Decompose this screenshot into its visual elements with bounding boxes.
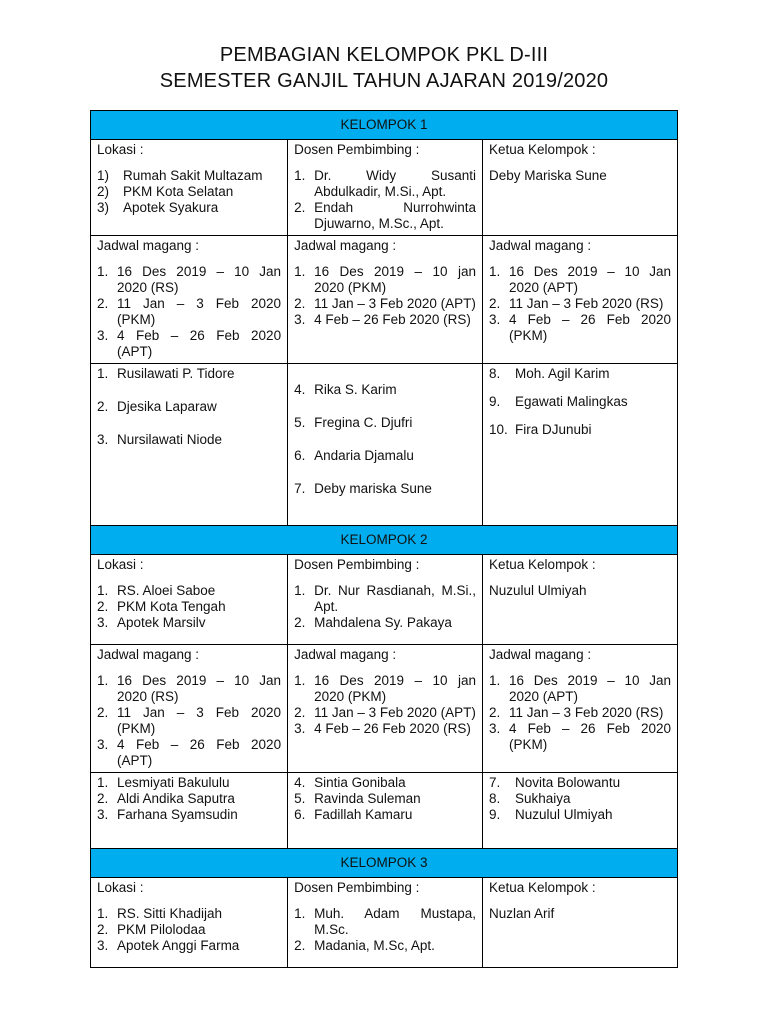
item-number: 2.: [97, 599, 109, 614]
member-list: [97, 775, 281, 823]
group-name: KELOMPOK 3: [91, 849, 678, 878]
ketua-label: Ketua Kelompok :: [489, 557, 596, 572]
item-number: 3.: [97, 432, 109, 447]
item-text: 4 Feb – 26 Feb 2020 (PKM): [509, 312, 671, 343]
lokasi-item: [97, 184, 281, 200]
member-list: [97, 366, 281, 448]
jadwal-item: [489, 721, 671, 753]
item-number: 1.: [97, 264, 109, 279]
item-text: 4 Feb – 26 Feb 2020 (RS): [314, 312, 471, 327]
item-text: Fregina C. Djufri: [314, 415, 413, 430]
dosen-item: [294, 906, 476, 938]
lokasi-list: [97, 583, 281, 631]
members-cell: [91, 773, 288, 849]
lokasi-item: [97, 922, 281, 938]
group-header-row: [91, 111, 678, 140]
item-text: 11 Jan – 3 Feb 2020 (RS): [509, 296, 664, 311]
item-number: 1.: [489, 264, 501, 279]
item-number: 3.: [97, 737, 109, 752]
member-item: [294, 791, 476, 807]
jadwal-item: [294, 296, 476, 312]
jadwal-item: [294, 721, 476, 737]
item-number: 2.: [97, 922, 109, 937]
jadwal-cell: [288, 645, 483, 773]
members-cell: [483, 364, 678, 526]
item-text: Deby mariska Sune: [314, 481, 432, 496]
item-text: Fadillah Kamaru: [314, 807, 413, 822]
group-name: KELOMPOK 2: [91, 526, 678, 555]
item-text: 16 Des 2019 – 10 jan 2020 (PKM): [314, 264, 477, 295]
member-item: [489, 775, 671, 791]
item-number: 3.: [489, 721, 501, 736]
item-number: 1.: [97, 775, 109, 790]
ketua-name: Deby Mariska Sune: [489, 168, 607, 183]
item-text: 11 Jan – 3 Feb 2020 (PKM): [117, 705, 282, 736]
ketua-label: Ketua Kelompok :: [489, 880, 596, 895]
jadwal-list: [489, 264, 671, 344]
member-item: [489, 791, 671, 807]
jadwal-item: [294, 264, 476, 296]
member-item: [294, 807, 476, 823]
item-text: Apotek Syakura: [123, 200, 219, 215]
jadwal-label: Jadwal magang :: [97, 647, 200, 662]
item-text: Egawati Malingkas: [515, 394, 628, 409]
member-item: [97, 807, 281, 823]
item-number: 5.: [294, 415, 306, 430]
member-list: [489, 366, 671, 438]
members-cell: [288, 773, 483, 849]
ketua-label: Ketua Kelompok :: [489, 142, 596, 157]
dosen-list: [294, 906, 476, 954]
item-number: 1): [97, 168, 110, 183]
group-name: KELOMPOK 1: [91, 111, 678, 140]
item-text: Apotek Marsilv: [117, 615, 206, 630]
item-number: 9.: [489, 807, 501, 822]
ketua-cell: [483, 555, 678, 645]
jadwal-item: [97, 328, 281, 360]
item-number: 1.: [294, 906, 306, 921]
item-number: 1.: [294, 673, 306, 688]
item-number: 2.: [489, 296, 501, 311]
member-item: [97, 366, 281, 382]
item-text: 4 Feb – 26 Feb 2020 (PKM): [509, 721, 671, 752]
members-cell: [483, 773, 678, 849]
item-number: 3): [97, 200, 110, 215]
dosen-label: Dosen Pembimbing :: [294, 880, 420, 895]
group-header-row: [91, 526, 678, 555]
ketua-cell: [483, 878, 678, 968]
ketua-cell: [483, 140, 678, 236]
item-number: 7.: [489, 775, 501, 790]
lokasi-cell: [91, 140, 288, 236]
item-text: Mahdalena Sy. Pakaya: [314, 615, 452, 630]
lokasi-cell: [91, 555, 288, 645]
member-item: [294, 481, 476, 497]
item-text: Dr. Widy Susanti Abdulkadir, M.Si., Apt.: [314, 168, 477, 199]
item-number: 3.: [97, 615, 109, 630]
jadwal-list: [97, 264, 281, 360]
item-number: 2.: [97, 705, 109, 720]
item-text: Rumah Sakit Multazam: [123, 168, 263, 183]
item-number: 3.: [489, 312, 501, 327]
item-text: Dr. Nur Rasdianah, M.Si., Apt.: [314, 583, 477, 614]
member-item: [294, 382, 476, 398]
item-text: Rusilawati P. Tidore: [117, 366, 235, 381]
item-text: 11 Jan – 3 Feb 2020 (APT): [314, 296, 476, 311]
item-number: 2.: [294, 615, 306, 630]
item-number: 2.: [294, 296, 306, 311]
dosen-item: [294, 200, 476, 232]
page-subtitle: SEMESTER GANJIL TAHUN AJARAN 2019/2020: [159, 70, 609, 92]
jadwal-row: [91, 236, 678, 364]
item-text: 16 Des 2019 – 10 Jan 2020 (APT): [509, 264, 671, 295]
item-number: 3.: [97, 807, 109, 822]
jadwal-item: [97, 673, 281, 705]
item-text: Endah Nurrohwinta Djuwarno, M.Sc., Apt.: [314, 200, 477, 231]
jadwal-cell: [91, 645, 288, 773]
dosen-cell: [288, 878, 483, 968]
jadwal-item: [489, 312, 671, 344]
item-number: 1.: [97, 673, 109, 688]
jadwal-item: [97, 296, 281, 328]
item-number: 2.: [294, 200, 306, 215]
item-number: 2.: [97, 791, 109, 806]
member-list: [489, 775, 671, 823]
lokasi-item: [97, 583, 281, 599]
item-text: Aldi Andika Saputra: [117, 791, 235, 806]
jadwal-item: [489, 296, 671, 312]
item-number: 8.: [489, 791, 501, 806]
jadwal-item: [489, 673, 671, 705]
member-item: [294, 448, 476, 464]
item-text: Apotek Anggi Farma: [117, 938, 240, 953]
item-number: 10.: [489, 422, 508, 437]
item-text: Farhana Syamsudin: [117, 807, 238, 822]
jadwal-label: Jadwal magang :: [294, 238, 397, 253]
item-text: RS. Aloei Saboe: [117, 583, 216, 598]
ketua-name: Nuzlan Arif: [489, 906, 555, 921]
item-number: 3.: [97, 938, 109, 953]
item-number: 3.: [294, 721, 306, 736]
jadwal-item: [97, 705, 281, 737]
item-number: 9.: [489, 394, 501, 409]
item-text: PKM Pilolodaa: [117, 922, 206, 937]
item-text: Sintia Gonibala: [314, 775, 406, 790]
item-text: Muh. Adam Mustapa, M.Sc.: [314, 906, 477, 937]
item-number: 1.: [97, 366, 109, 381]
lokasi-list: [97, 906, 281, 954]
item-text: PKM Kota Selatan: [123, 184, 234, 199]
jadwal-item: [294, 705, 476, 721]
item-text: 11 Jan – 3 Feb 2020 (PKM): [117, 296, 282, 327]
dosen-item: [294, 938, 476, 954]
item-number: 1.: [294, 264, 306, 279]
lokasi-label: Lokasi :: [97, 142, 144, 157]
item-number: 2.: [294, 938, 306, 953]
item-number: 8.: [489, 366, 501, 381]
item-number: 1.: [97, 906, 109, 921]
item-number: 6.: [294, 448, 306, 463]
members-cell: [288, 364, 483, 526]
member-list: [294, 775, 476, 823]
group-header-row: [91, 849, 678, 878]
item-text: Djesika Laparaw: [117, 399, 217, 414]
page-title: PEMBAGIAN KELOMPOK PKL D-III: [219, 44, 549, 66]
jadwal-item: [489, 705, 671, 721]
jadwal-item: [294, 673, 476, 705]
member-item: [97, 775, 281, 791]
members-row: [91, 773, 678, 849]
jadwal-label: Jadwal magang :: [294, 647, 397, 662]
dosen-item: [294, 583, 476, 615]
dosen-label: Dosen Pembimbing :: [294, 142, 420, 157]
item-text: 4 Feb – 26 Feb 2020 (APT): [117, 328, 282, 359]
dosen-label: Dosen Pembimbing :: [294, 557, 420, 572]
item-number: 1.: [489, 673, 501, 688]
item-text: 16 Des 2019 – 10 jan 2020 (PKM): [314, 673, 477, 704]
lokasi-list: [97, 168, 281, 216]
item-number: 6.: [294, 807, 306, 822]
jadwal-list: [97, 673, 281, 769]
item-text: Novita Bolowantu: [515, 775, 621, 790]
item-number: 1.: [294, 168, 306, 183]
member-list: [294, 382, 476, 497]
jadwal-list: [489, 673, 671, 753]
member-item: [97, 399, 281, 415]
info-row: [91, 555, 678, 645]
item-text: Ravinda Suleman: [314, 791, 421, 806]
lokasi-item: [97, 200, 281, 216]
item-text: 11 Jan – 3 Feb 2020 (APT): [314, 705, 476, 720]
dosen-item: [294, 168, 476, 200]
jadwal-cell: [288, 236, 483, 364]
dosen-cell: [288, 140, 483, 236]
item-text: PKM Kota Tengah: [117, 599, 226, 614]
jadwal-cell: [91, 236, 288, 364]
jadwal-label: Jadwal magang :: [489, 647, 592, 662]
jadwal-label: Jadwal magang :: [97, 238, 200, 253]
member-item: [294, 775, 476, 791]
jadwal-list: [294, 264, 476, 328]
dosen-list: [294, 168, 476, 232]
item-number: 3.: [97, 328, 109, 343]
item-text: 16 Des 2019 – 10 Jan 2020 (APT): [509, 673, 671, 704]
member-item: [489, 394, 671, 410]
member-item: [489, 422, 671, 438]
item-number: 2.: [489, 705, 501, 720]
item-text: 16 Des 2019 – 10 Jan 2020 (RS): [117, 264, 282, 295]
jadwal-item: [294, 312, 476, 328]
item-text: Nuzulul Ulmiyah: [515, 807, 613, 822]
item-text: 4 Feb – 26 Feb 2020 (APT): [117, 737, 282, 768]
jadwal-item: [489, 264, 671, 296]
member-item: [97, 791, 281, 807]
item-number: 2.: [294, 705, 306, 720]
item-number: 4.: [294, 775, 306, 790]
members-row: [91, 364, 678, 526]
item-text: RS. Sitti Khadijah: [117, 906, 223, 921]
item-number: 4.: [294, 382, 306, 397]
lokasi-label: Lokasi :: [97, 557, 144, 572]
item-number: 1.: [294, 583, 306, 598]
item-number: 2): [97, 184, 110, 199]
lokasi-item: [97, 599, 281, 615]
item-number: 3.: [294, 312, 306, 327]
lokasi-item: [97, 168, 281, 184]
item-text: Madania, M.Sc, Apt.: [314, 938, 435, 953]
lokasi-item: [97, 906, 281, 922]
lokasi-cell: [91, 878, 288, 968]
item-text: 11 Jan – 3 Feb 2020 (RS): [509, 705, 664, 720]
item-number: 7.: [294, 481, 306, 496]
jadwal-item: [97, 264, 281, 296]
info-row: [91, 140, 678, 236]
lokasi-item: [97, 938, 281, 954]
item-text: Sukhaiya: [515, 791, 571, 806]
group-table: [90, 110, 678, 968]
item-number: 2.: [97, 399, 109, 414]
item-text: Fira DJunubi: [515, 422, 592, 437]
member-item: [489, 366, 671, 382]
info-row: [91, 878, 678, 968]
item-text: 4 Feb – 26 Feb 2020 (RS): [314, 721, 471, 736]
item-text: Lesmiyati Bakululu: [117, 775, 230, 790]
item-text: Rika S. Karim: [314, 382, 397, 397]
member-item: [294, 415, 476, 431]
jadwal-row: [91, 645, 678, 773]
item-text: Nursilawati Niode: [117, 432, 223, 447]
members-cell: [91, 364, 288, 526]
lokasi-label: Lokasi :: [97, 880, 144, 895]
dosen-cell: [288, 555, 483, 645]
item-text: Moh. Agil Karim: [515, 366, 610, 381]
jadwal-cell: [483, 645, 678, 773]
member-item: [489, 807, 671, 823]
item-number: 2.: [97, 296, 109, 311]
jadwal-item: [97, 737, 281, 769]
jadwal-list: [294, 673, 476, 737]
jadwal-cell: [483, 236, 678, 364]
item-text: 16 Des 2019 – 10 Jan 2020 (RS): [117, 673, 282, 704]
dosen-item: [294, 615, 476, 631]
item-text: Andaria Djamalu: [314, 448, 414, 463]
member-item: [97, 432, 281, 448]
lokasi-item: [97, 615, 281, 631]
ketua-name: Nuzulul Ulmiyah: [489, 583, 587, 598]
jadwal-label: Jadwal magang :: [489, 238, 592, 253]
dosen-list: [294, 583, 476, 631]
item-number: 1.: [97, 583, 109, 598]
item-number: 5.: [294, 791, 306, 806]
